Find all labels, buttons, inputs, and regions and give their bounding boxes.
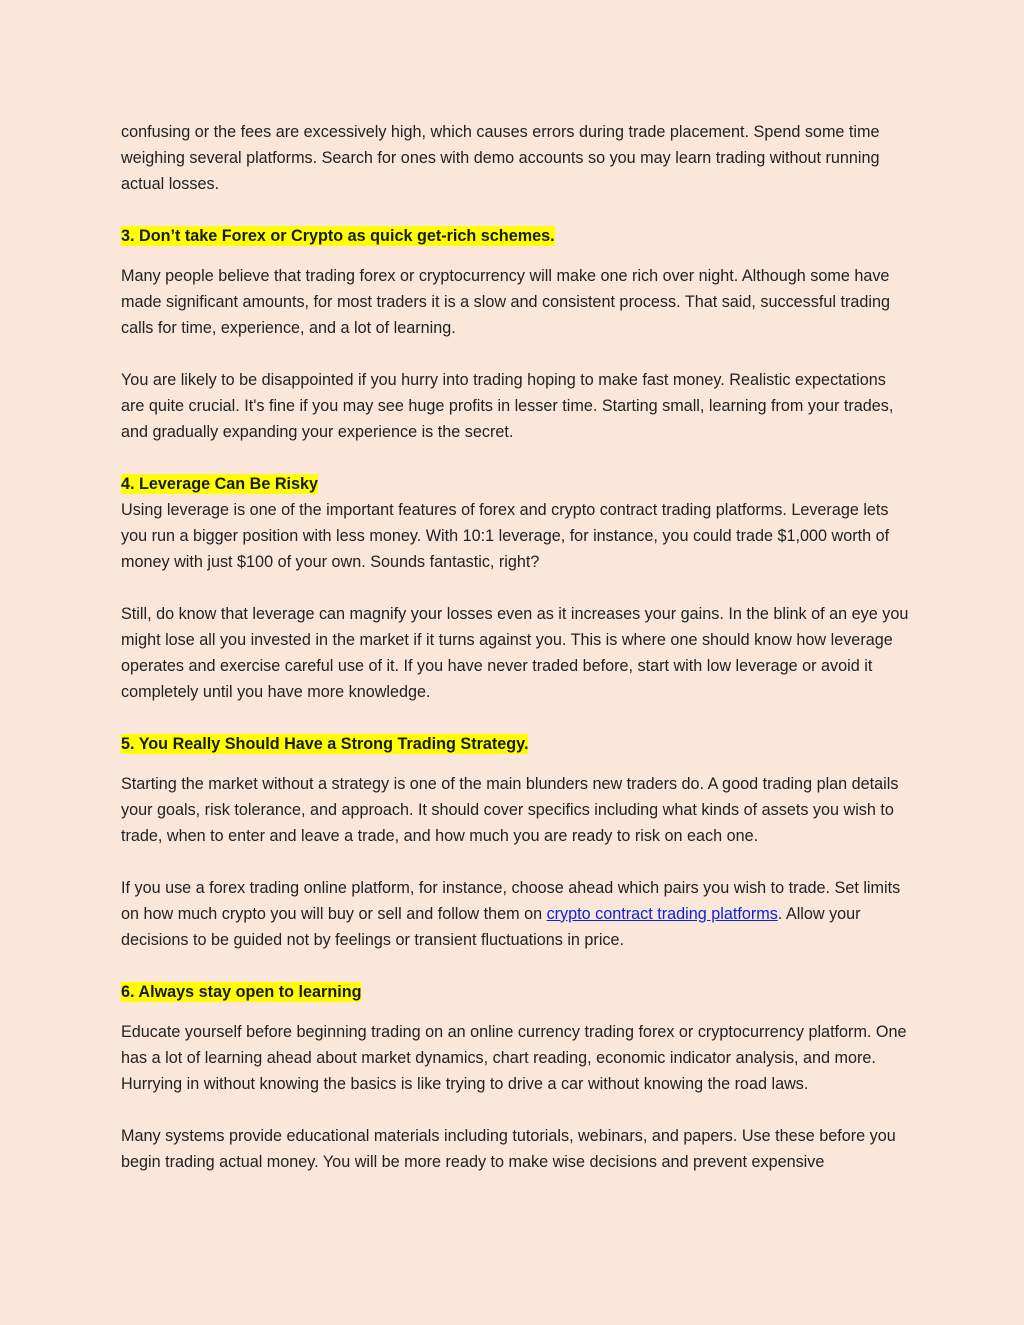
section-3-paragraph-2: You are likely to be disappointed if you hurry into trading hoping to make fast money. Realistic expectations are quite crucial. It's fine if you may see huge profits in lesser time. Starting small, learning from your trades, and gradually expanding your experience is the secret. bbox=[121, 371, 894, 441]
spacer bbox=[121, 1097, 911, 1123]
spacer bbox=[121, 575, 911, 601]
section-5-paragraph-2-text-after: . Allow your decisions to be guided not by feelings or transient fluctuations in price. bbox=[121, 905, 861, 949]
spacer bbox=[121, 705, 911, 731]
section-5-paragraph-1: Starting the market without a strategy is one of the main blunders new traders do. A good trading plan details your goals, risk tolerance, and approach. It should cover specifics including what kinds of assets you wish to trade, when to enter and leave a trade, and how much you are ready to risk on each one. bbox=[121, 775, 899, 845]
section-3-heading-text: 3. Don’t take Forex or Crypto as quick get-rich schemes. bbox=[121, 227, 555, 245]
section-6-paragraph-1: Educate yourself before beginning trading on an online currency trading forex or cryptocurrency platform. One has a lot of learning ahead about market dynamics, chart reading, economic indicator analysis, and more. Hurrying in without knowing the basics is like trying to drive a car without knowing the road laws. bbox=[121, 1023, 907, 1093]
spacer bbox=[121, 197, 911, 223]
section-5-paragraph-2 bbox=[121, 875, 911, 953]
spacer bbox=[121, 1005, 911, 1019]
spacer bbox=[121, 849, 911, 875]
spacer bbox=[121, 445, 911, 471]
document-page bbox=[121, 119, 911, 1175]
section-3-paragraph-1: Many people believe that trading forex or cryptocurrency will make one rich over night. Although some have made significant amounts, for most traders it is a slow and consistent process. That said, successful trading calls for time, experience, and a lot of learning. bbox=[121, 267, 890, 337]
section-3-heading bbox=[121, 223, 911, 249]
section-4-paragraph-1: Using leverage is one of the important features of forex and crypto contract trading platforms. Leverage lets you run a bigger position with less money. With 10:1 leverage, for instance, you could trade $1,000 worth of money with just $100 of your own. Sounds fantastic, right? bbox=[121, 501, 890, 571]
spacer bbox=[121, 341, 911, 367]
section-4-heading-text: 4. Leverage Can Be Risky bbox=[121, 475, 319, 493]
section-6-paragraph-2: Many systems provide educational materials including tutorials, webinars, and papers. Use these before you begin trading actual money. You will be more ready to make wise decisions and prevent expensive bbox=[121, 1127, 896, 1171]
section-6-heading bbox=[121, 979, 911, 1005]
section-4-heading bbox=[121, 471, 911, 497]
spacer bbox=[121, 757, 911, 771]
section-5-heading-text: 5. You Really Should Have a Strong Trading Strategy. bbox=[121, 735, 529, 753]
section-4-paragraph-2: Still, do know that leverage can magnify your losses even as it increases your gains. In the blink of an eye you might lose all you invested in the market if it turns against you. This is where one should know how leverage operates and exercise careful use of it. If you have never traded before, start with low leverage or avoid it completely until you have more knowledge. bbox=[121, 605, 909, 701]
section-5-heading bbox=[121, 731, 911, 757]
spacer bbox=[121, 249, 911, 263]
section-6-heading-text: 6. Always stay open to learning bbox=[121, 983, 362, 1001]
section-5-paragraph-2-text-before: If you use a forex trading online platform, for instance, choose ahead which pairs you wish to trade. Set limits on how much crypto you will buy or sell and follow them on bbox=[121, 879, 901, 923]
intro-paragraph: confusing or the fees are excessively high, which causes errors during trade placement. Spend some time weighing several platforms. Search for ones with demo accounts so you may learn trading without running actual losses. bbox=[121, 123, 880, 193]
spacer bbox=[121, 953, 911, 979]
crypto-contract-trading-platforms-link[interactable]: crypto contract trading platforms bbox=[546, 905, 778, 923]
